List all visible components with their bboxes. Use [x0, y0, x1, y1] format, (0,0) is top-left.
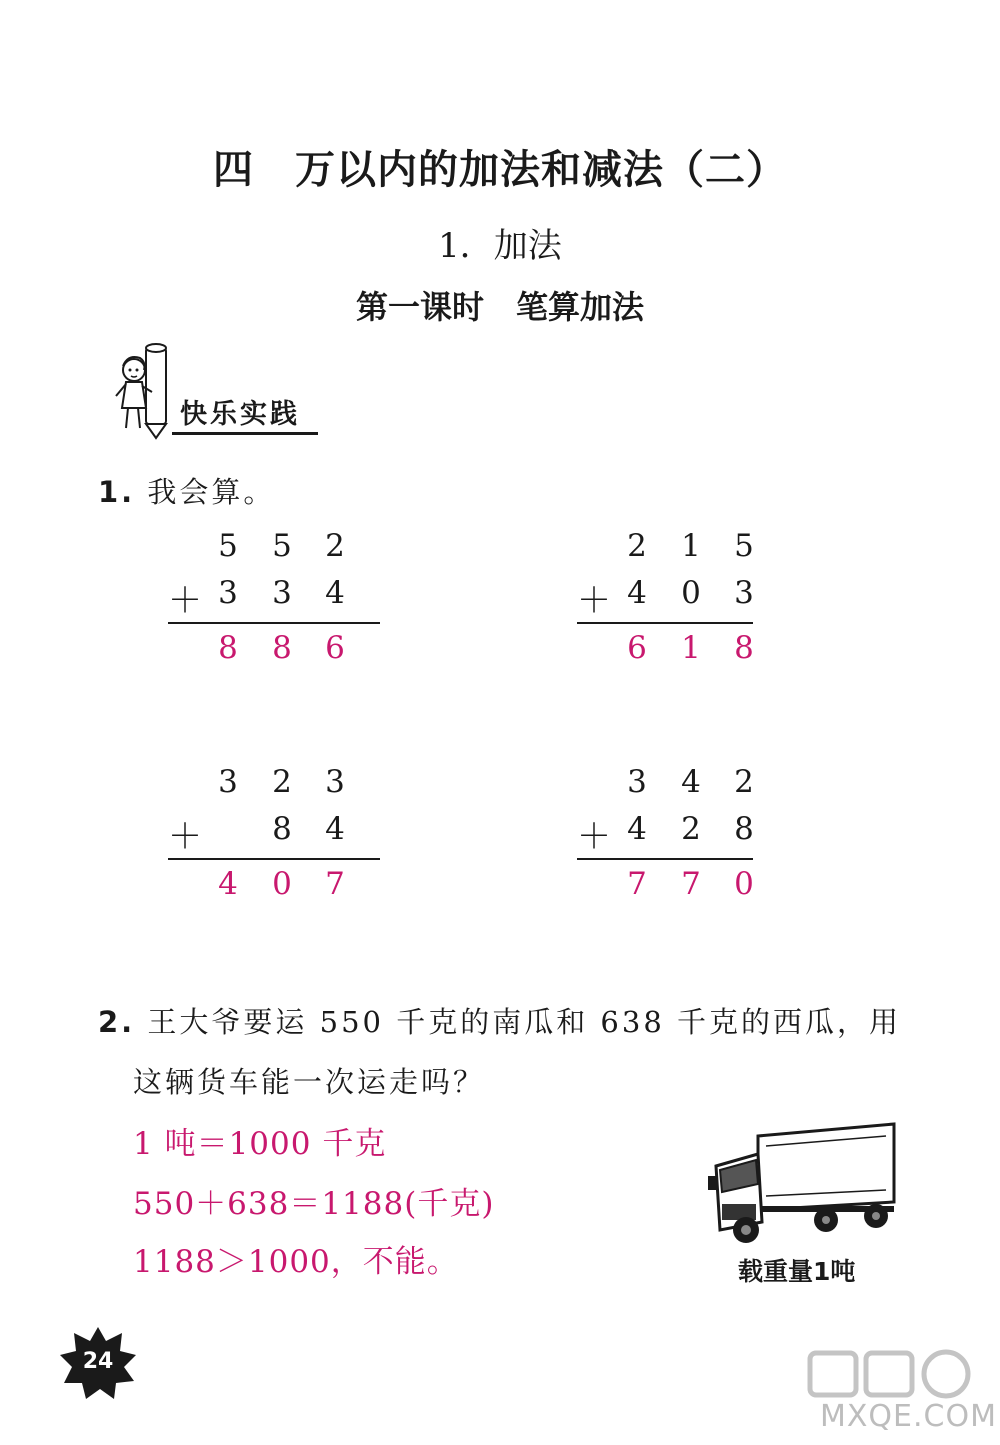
- girl-pencil-icon: [108, 340, 188, 440]
- answer-digit: 6: [627, 630, 647, 666]
- top-digit: 2: [627, 528, 647, 564]
- vertical-addition-4: [577, 764, 792, 913]
- question-2-number: 2.: [98, 1005, 136, 1039]
- question-1-text: 我会算。: [147, 475, 276, 509]
- section-title: 1．加法: [438, 226, 562, 266]
- watermark: [800, 1345, 997, 1440]
- bottom-digit: 4: [325, 575, 345, 611]
- bottom-digit: 8: [272, 811, 292, 847]
- top-digit: 2: [272, 764, 292, 800]
- answer-digit: 8: [734, 630, 754, 666]
- top-digit: 5: [218, 528, 238, 564]
- top-digit: 2: [325, 528, 345, 564]
- bottom-digit: 4: [627, 811, 647, 847]
- lesson-title: 第一课时 笔算加法: [355, 288, 644, 326]
- sum-rule: [577, 622, 753, 624]
- top-digit: 5: [734, 528, 754, 564]
- plus-sign: ＋: [168, 581, 202, 621]
- top-digit: 5: [272, 528, 292, 564]
- plus-sign: ＋: [577, 817, 611, 857]
- bottom-digit: 4: [627, 575, 647, 611]
- answer-digit: 8: [272, 630, 292, 666]
- top-digit: 2: [734, 764, 754, 800]
- page-number-badge: [60, 1325, 136, 1401]
- top-digit: 3: [627, 764, 647, 800]
- plus-sign: ＋: [168, 817, 202, 857]
- sum-rule: [168, 622, 380, 624]
- answer-digit: 0: [272, 866, 292, 902]
- answer-digit: 7: [627, 866, 647, 902]
- top-digit: 3: [325, 764, 345, 800]
- question-2-line-2: 这辆货车能一次运走吗？: [133, 1065, 486, 1099]
- practice-header: [100, 340, 330, 440]
- truck-icon: [706, 1118, 898, 1246]
- answer-digit: 8: [218, 630, 238, 666]
- bottom-digit: 3: [734, 575, 754, 611]
- top-digit: 3: [218, 764, 238, 800]
- practice-underline: [172, 432, 318, 435]
- question-2-line-1: [98, 1000, 901, 1041]
- practice-label: 快乐实践: [180, 399, 300, 430]
- bottom-digit: 3: [218, 575, 238, 611]
- answer-line-2: 550＋638＝1188(千克): [133, 1186, 495, 1222]
- top-digit: 1: [681, 528, 701, 564]
- answer-line-3: 1188＞1000，不能。: [133, 1244, 459, 1280]
- answer-digit: 1: [681, 630, 701, 666]
- plus-sign: ＋: [577, 581, 611, 621]
- bottom-digit: 8: [734, 811, 754, 847]
- sum-rule: [577, 858, 753, 860]
- chapter-title: 四 万以内的加法和减法（二）: [213, 147, 787, 193]
- truck-caption: 载重量1吨: [738, 1257, 856, 1286]
- top-digit: 4: [681, 764, 701, 800]
- question-1: [98, 470, 275, 511]
- answer-digit: 7: [681, 866, 701, 902]
- bottom-digit: 4: [325, 811, 345, 847]
- sum-rule: [168, 858, 380, 860]
- answer-digit: 0: [734, 866, 754, 902]
- answer-digit: 6: [325, 630, 345, 666]
- question-2-text: 王大爷要运 550 千克的南瓜和 638 千克的西瓜，用: [147, 1005, 901, 1039]
- bottom-digit: 2: [681, 811, 701, 847]
- answer-digit: 4: [218, 866, 238, 902]
- watermark-logo-icon: [800, 1345, 990, 1405]
- vertical-addition-3: [168, 764, 383, 913]
- page-number: 24: [82, 1349, 114, 1374]
- bottom-digit: 3: [272, 575, 292, 611]
- watermark-text: MXQE.COM: [820, 1399, 997, 1434]
- answer-line-1: 1 吨＝1000 千克: [133, 1126, 387, 1162]
- vertical-addition-1: [168, 528, 383, 677]
- answer-digit: 7: [325, 866, 345, 902]
- vertical-addition-2: [577, 528, 792, 677]
- bottom-digit: 0: [681, 575, 701, 611]
- question-1-number: 1.: [98, 475, 136, 509]
